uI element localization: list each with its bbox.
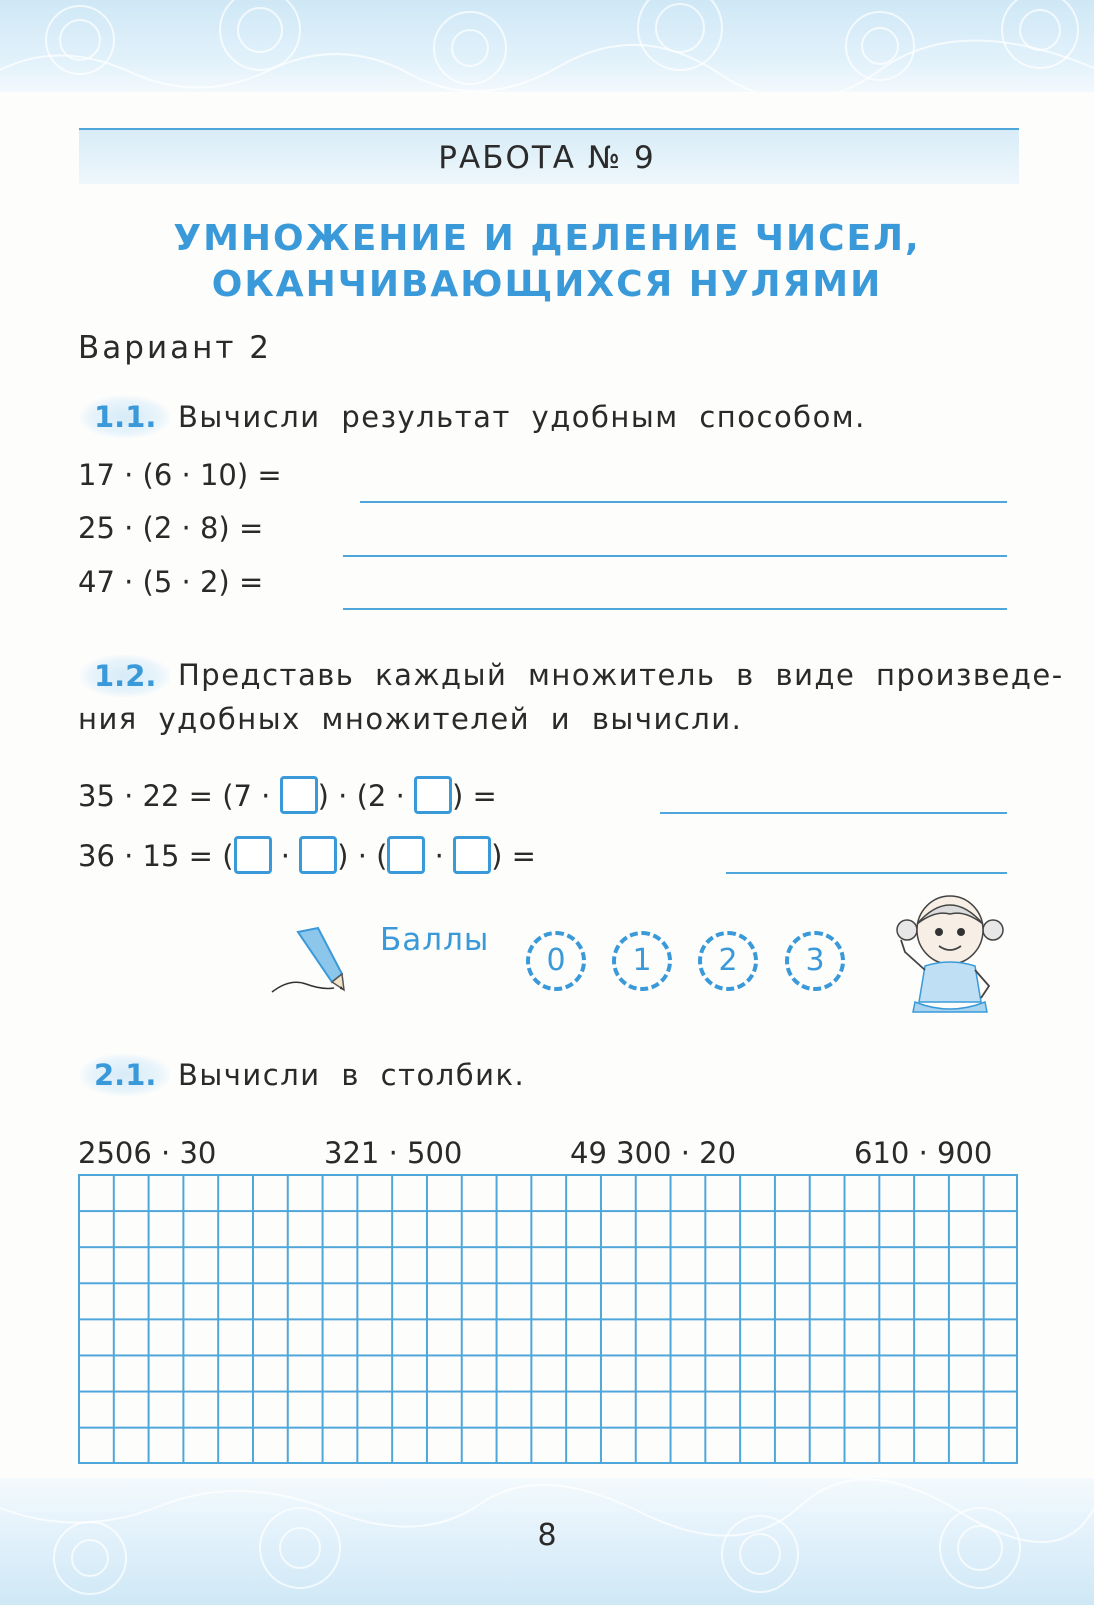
expr-part: ) = [491, 839, 536, 873]
score-option-1[interactable]: 1 [612, 931, 672, 991]
expression-1-1-a: 17 · (6 · 10) = [78, 458, 282, 492]
expr-part: ) · ( [337, 839, 388, 873]
page-number: 8 [537, 1518, 557, 1553]
expr-part: ) · (2 · [317, 779, 415, 813]
answer-line-1-1-c[interactable] [343, 608, 1007, 610]
column-expression-d: 610 · 900 [854, 1136, 993, 1170]
answer-box[interactable] [414, 776, 452, 814]
column-expression-a: 2506 · 30 [78, 1136, 217, 1170]
answer-line-1-2-b[interactable] [726, 872, 1007, 874]
task-number-1-2: 1.2. [80, 655, 170, 697]
answer-box[interactable] [280, 776, 318, 814]
score-label: Баллы [380, 922, 490, 958]
answer-box[interactable] [453, 836, 491, 874]
expr-part: · [425, 839, 454, 873]
answer-line-1-1-a[interactable] [360, 501, 1007, 503]
expr-part: 35 · 22 = (7 · [78, 779, 280, 813]
pencil-icon [270, 926, 350, 996]
task-text-1-2-line-1: Представь каждый множитель в виде произведе- [178, 658, 1064, 692]
topic-title-line-2: ОКАНЧИВАЮЩИХСЯ НУЛЯМИ [211, 264, 883, 305]
expression-1-2-a [78, 776, 497, 814]
expr-part: 36 · 15 = ( [78, 839, 234, 873]
expr-part: · [271, 839, 300, 873]
score-option-0[interactable]: 0 [526, 931, 586, 991]
expression-1-2-b [78, 836, 536, 874]
expression-1-1-b: 25 · (2 · 8) = [78, 511, 264, 545]
score-option-2[interactable]: 2 [698, 931, 758, 991]
top-decorative-band [0, 0, 1094, 92]
column-expression-b: 321 · 500 [324, 1136, 463, 1170]
task-text-2-1: Вычисли в столбик. [178, 1058, 526, 1092]
answer-box[interactable] [299, 836, 337, 874]
column-expression-c: 49 300 · 20 [570, 1136, 737, 1170]
topic-title-line-1: УМНОЖЕНИЕ И ДЕЛЕНИЕ ЧИСЕЛ, [173, 218, 921, 259]
answer-box[interactable] [387, 836, 425, 874]
task-number-1-1: 1.1. [80, 396, 170, 438]
expression-1-1-c: 47 · (5 · 2) = [78, 565, 264, 599]
answer-line-1-1-b[interactable] [343, 555, 1007, 557]
answer-line-1-2-a[interactable] [660, 812, 1007, 814]
calculation-grid[interactable] [78, 1174, 1018, 1464]
task-number-2-1: 2.1. [80, 1054, 170, 1096]
girl-illustration [895, 890, 1005, 1020]
task-text-1-2-line-2: ния удобных множителей и вычисли. [78, 702, 743, 736]
variant-label: Вариант 2 [78, 330, 272, 366]
expr-part: ) = [452, 779, 497, 813]
score-option-3[interactable]: 3 [785, 931, 845, 991]
task-text-1-1: Вычисли результат удобным способом. [178, 400, 866, 434]
answer-box[interactable] [234, 836, 272, 874]
work-title: РАБОТА № 9 [438, 140, 656, 176]
